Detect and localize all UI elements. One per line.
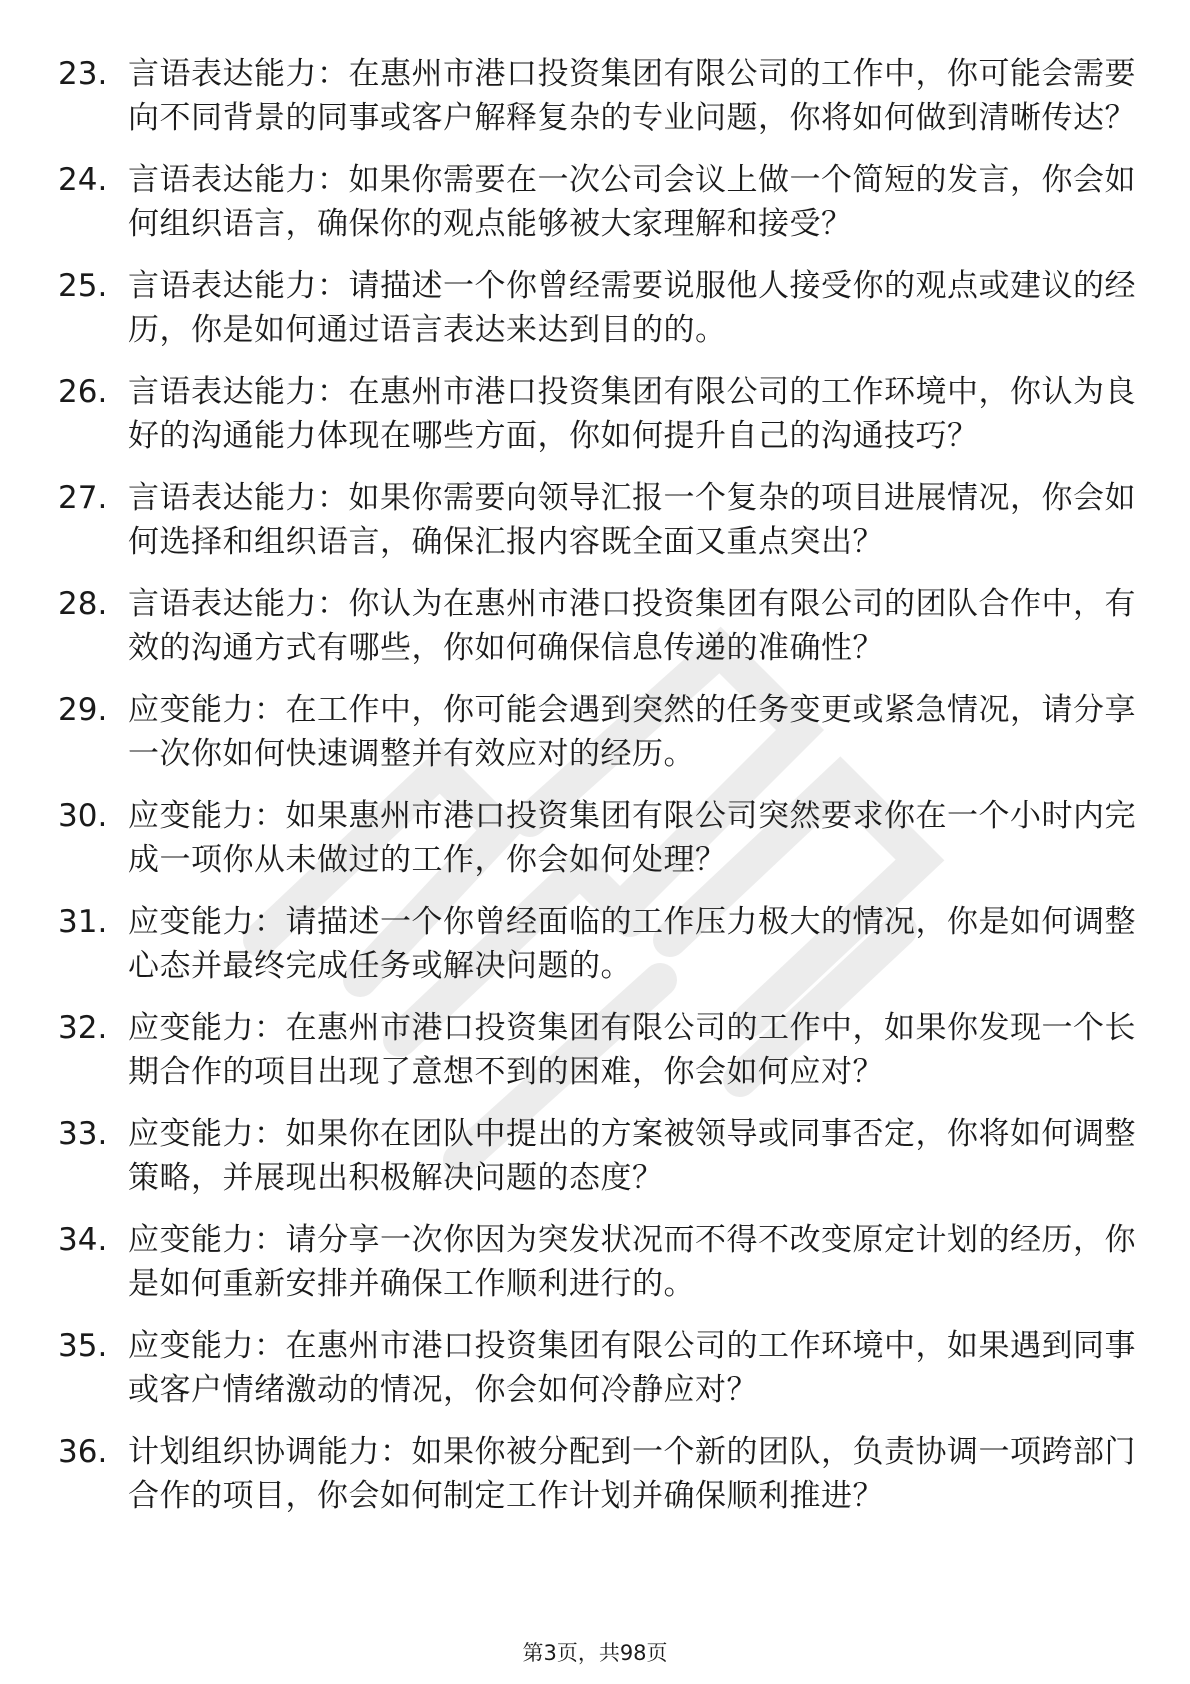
question-text: 应变能力：请描述一个你曾经面临的工作压力极大的情况，你是如何调整心态并最终完成任务或解决问题的。 xyxy=(128,904,1136,984)
question-text: 应变能力：如果惠州市港口投资集团有限公司突然要求你在一个小时内完成一项你从未做过的工作，你会如何处理？ xyxy=(128,798,1136,878)
page-number-footer: 第3页，共98页 xyxy=(522,1641,668,1665)
question-item xyxy=(58,476,1138,564)
question-text: 应变能力：在惠州市港口投资集团有限公司的工作环境中，如果遇到同事或客户情绪激动的情况，你会如何冷静应对？ xyxy=(128,1328,1136,1408)
question-item xyxy=(58,900,1138,988)
question-item xyxy=(58,582,1138,670)
question-item xyxy=(58,158,1138,246)
question-text: 言语表达能力：在惠州市港口投资集团有限公司的工作环境中，你认为良好的沟通能力体现在哪些方面，你如何提升自己的沟通技巧？ xyxy=(128,374,1136,454)
question-text: 应变能力：在惠州市港口投资集团有限公司的工作中，如果你发现一个长期合作的项目出现了意想不到的困难，你会如何应对？ xyxy=(128,1010,1136,1090)
question-item xyxy=(58,1324,1138,1412)
question-number: 27. xyxy=(58,480,108,516)
question-item xyxy=(58,264,1138,352)
question-text: 言语表达能力：如果你需要在一次公司会议上做一个简短的发言，你会如何组织语言，确保你的观点能够被大家理解和接受？ xyxy=(128,162,1136,242)
question-number: 30. xyxy=(58,798,108,834)
question-text: 言语表达能力：请描述一个你曾经需要说服他人接受你的观点或建议的经历，你是如何通过语言表达来达到目的的。 xyxy=(128,268,1136,348)
question-item xyxy=(58,370,1138,458)
question-item xyxy=(58,794,1138,882)
question-list xyxy=(58,52,1138,1536)
question-item xyxy=(58,52,1138,140)
question-number: 28. xyxy=(58,586,108,622)
question-number: 36. xyxy=(58,1434,108,1470)
question-item xyxy=(58,1218,1138,1306)
question-text: 言语表达能力：在惠州市港口投资集团有限公司的工作中，你可能会需要向不同背景的同事或客户解释复杂的专业问题，你将如何做到清晰传达？ xyxy=(128,56,1136,136)
question-text: 应变能力：在工作中，你可能会遇到突然的任务变更或紧急情况，请分享一次你如何快速调整并有效应对的经历。 xyxy=(128,692,1136,772)
question-text: 言语表达能力：你认为在惠州市港口投资集团有限公司的团队合作中，有效的沟通方式有哪些，你如何确保信息传递的准确性？ xyxy=(128,586,1136,666)
question-number: 32. xyxy=(58,1010,108,1046)
question-number: 26. xyxy=(58,374,108,410)
question-number: 34. xyxy=(58,1222,108,1258)
question-text: 言语表达能力：如果你需要向领导汇报一个复杂的项目进展情况，你会如何选择和组织语言，确保汇报内容既全面又重点突出？ xyxy=(128,480,1136,560)
question-number: 25. xyxy=(58,268,108,304)
question-number: 31. xyxy=(58,904,108,940)
question-text: 应变能力：如果你在团队中提出的方案被领导或同事否定，你将如何调整策略，并展现出积极解决问题的态度？ xyxy=(128,1116,1136,1196)
question-number: 33. xyxy=(58,1116,108,1152)
question-item xyxy=(58,1430,1138,1518)
question-number: 35. xyxy=(58,1328,108,1364)
question-text: 计划组织协调能力：如果你被分配到一个新的团队，负责协调一项跨部门合作的项目，你会如何制定工作计划并确保顺利推进？ xyxy=(128,1434,1136,1514)
question-number: 24. xyxy=(58,162,108,198)
question-number: 23. xyxy=(58,56,108,92)
question-number: 29. xyxy=(58,692,108,728)
question-item xyxy=(58,1112,1138,1200)
question-text: 应变能力：请分享一次你因为突发状况而不得不改变原定计划的经历，你是如何重新安排并确保工作顺利进行的。 xyxy=(128,1222,1136,1302)
question-item xyxy=(58,688,1138,776)
question-item xyxy=(58,1006,1138,1094)
